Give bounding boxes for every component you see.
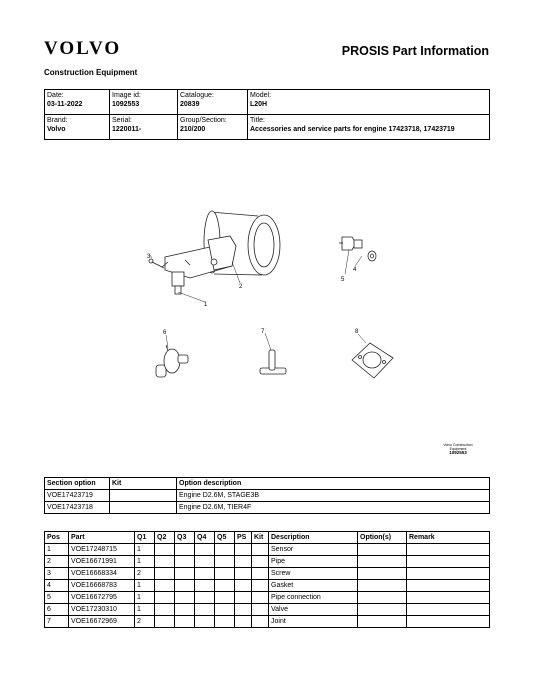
parts-cell [175, 544, 195, 556]
parts-row [45, 580, 490, 592]
parts-cell [215, 556, 235, 568]
parts-cell [175, 604, 195, 616]
parts-cell [215, 616, 235, 628]
callout-1: 1 [204, 302, 208, 308]
parts-cell [155, 580, 175, 592]
parts-cell: 2 [135, 616, 155, 628]
parts-cell: VOE17248715 [69, 544, 135, 556]
parts-cell [252, 544, 269, 556]
parts-cell: 1 [135, 580, 155, 592]
parts-cell [235, 556, 252, 568]
parts-cell [252, 580, 269, 592]
parts-cell [195, 544, 215, 556]
parts-row [45, 604, 490, 616]
image-stamp: Volvo Construction Equipment 1092553 [443, 443, 473, 455]
parts-cell [195, 604, 215, 616]
parts-cell [252, 592, 269, 604]
parts-cell: 6 [45, 604, 69, 616]
parts-cell: 5 [45, 592, 69, 604]
parts-cell: 1 [45, 544, 69, 556]
parts-cell [252, 604, 269, 616]
parts-cell: Sensor [269, 544, 358, 556]
parts-cell: Pipe connection [269, 592, 358, 604]
parts-cell [195, 616, 215, 628]
joint-drawing [260, 350, 286, 374]
parts-cell: VOE16668334 [69, 568, 135, 580]
parts-cell [358, 616, 407, 628]
parts-cell: 2 [135, 568, 155, 580]
parts-cell: VOE17230310 [69, 604, 135, 616]
parts-cell [407, 568, 490, 580]
gasket-plate-drawing [352, 343, 393, 378]
company-name: Construction Equipment [44, 68, 138, 77]
section-header-row: Section option Kit Option description [45, 478, 490, 490]
callout-6: 6 [163, 330, 167, 336]
parts-cell: 1 [135, 544, 155, 556]
parts-row [45, 544, 490, 556]
callout-4: 4 [353, 267, 357, 273]
parts-cell: Gasket [269, 580, 358, 592]
parts-cell [235, 544, 252, 556]
parts-cell: VOE16672795 [69, 592, 135, 604]
parts-cell: 7 [45, 616, 69, 628]
parts-cell [407, 616, 490, 628]
parts-cell: 3 [45, 568, 69, 580]
parts-cell [195, 580, 215, 592]
parts-cell: Joint [269, 616, 358, 628]
parts-row [45, 556, 490, 568]
parts-cell: 4 [45, 580, 69, 592]
model-cell: Model: L20H [248, 90, 490, 115]
catalogue-cell: Catalogue: 20839 [178, 90, 248, 115]
parts-cell [155, 592, 175, 604]
callout-3: 3 [147, 254, 151, 260]
parts-cell [235, 568, 252, 580]
parts-cell [358, 568, 407, 580]
parts-cell [407, 544, 490, 556]
parts-cell [358, 544, 407, 556]
parts-cell [358, 556, 407, 568]
parts-cell [215, 604, 235, 616]
parts-row [45, 592, 490, 604]
brand-cell: Brand: Volvo [45, 115, 110, 140]
parts-cell: 2 [45, 556, 69, 568]
screw-drawing [149, 259, 164, 268]
parts-cell [155, 556, 175, 568]
parts-cell: 1 [135, 604, 155, 616]
parts-cell: VOE16671991 [69, 556, 135, 568]
parts-cell [175, 592, 195, 604]
volvo-logo: VOLVO [44, 38, 122, 59]
parts-cell [155, 544, 175, 556]
parts-cell [175, 556, 195, 568]
parts-cell: Pipe [269, 556, 358, 568]
parts-cell [195, 568, 215, 580]
parts-cell [252, 556, 269, 568]
parts-row [45, 568, 490, 580]
parts-cell: 1 [135, 592, 155, 604]
parts-cell [215, 580, 235, 592]
parts-cell: VOE16672969 [69, 616, 135, 628]
callout-7: 7 [261, 329, 265, 335]
image-id-cell: Image id: 1092553 [110, 90, 178, 115]
parts-diagram [0, 190, 533, 440]
parts-cell [358, 592, 407, 604]
parts-cell [235, 616, 252, 628]
serial-cell: Serial: 1220011- [110, 115, 178, 140]
group-section-cell: Group/Section: 210/200 [178, 115, 248, 140]
parts-cell [358, 604, 407, 616]
parts-row [45, 616, 490, 628]
parts-cell [407, 604, 490, 616]
callout-8: 8 [355, 329, 359, 335]
parts-cell [195, 556, 215, 568]
info-table [44, 89, 490, 140]
parts-cell [407, 592, 490, 604]
parts-cell [175, 568, 195, 580]
section-row: VOE17423719 Engine D2.6M, STAGE3B [45, 490, 490, 502]
parts-cell [175, 580, 195, 592]
parts-cell [235, 592, 252, 604]
parts-cell: Screw [269, 568, 358, 580]
valve-drawing [156, 345, 188, 377]
parts-cell [407, 556, 490, 568]
parts-cell [175, 616, 195, 628]
parts-cell [252, 616, 269, 628]
parts-cell [235, 604, 252, 616]
parts-cell: Valve [269, 604, 358, 616]
sensor-drawing [162, 236, 236, 294]
parts-cell [215, 592, 235, 604]
callout-2: 2 [239, 284, 243, 290]
parts-cell [252, 568, 269, 580]
title-cell: Title: Accessories and service parts for engine 17423718, 17423719 [248, 115, 490, 140]
parts-cell: 1 [135, 556, 155, 568]
parts-cell: VOE16668783 [69, 580, 135, 592]
parts-cell [407, 580, 490, 592]
parts-table [44, 531, 490, 628]
parts-header-row: Pos Part Q1 Q2 Q3 Q4 Q5 PS Kit Description Option(s) Remark [45, 532, 490, 544]
gasket-drawing [368, 251, 376, 261]
parts-cell [155, 568, 175, 580]
section-row: VOE17423718 Engine D2.6M, TIER4F [45, 502, 490, 514]
parts-cell [215, 544, 235, 556]
date-cell: Date: 03-11-2022 [45, 90, 110, 115]
document-title: PROSIS Part Information [341, 44, 489, 58]
section-option-table [44, 477, 490, 514]
parts-cell [235, 580, 252, 592]
parts-cell [155, 616, 175, 628]
parts-cell [215, 568, 235, 580]
parts-cell [155, 604, 175, 616]
parts-cell [358, 580, 407, 592]
parts-cell [195, 592, 215, 604]
pipe-connection-drawing [339, 237, 362, 250]
callout-5: 5 [341, 277, 345, 283]
